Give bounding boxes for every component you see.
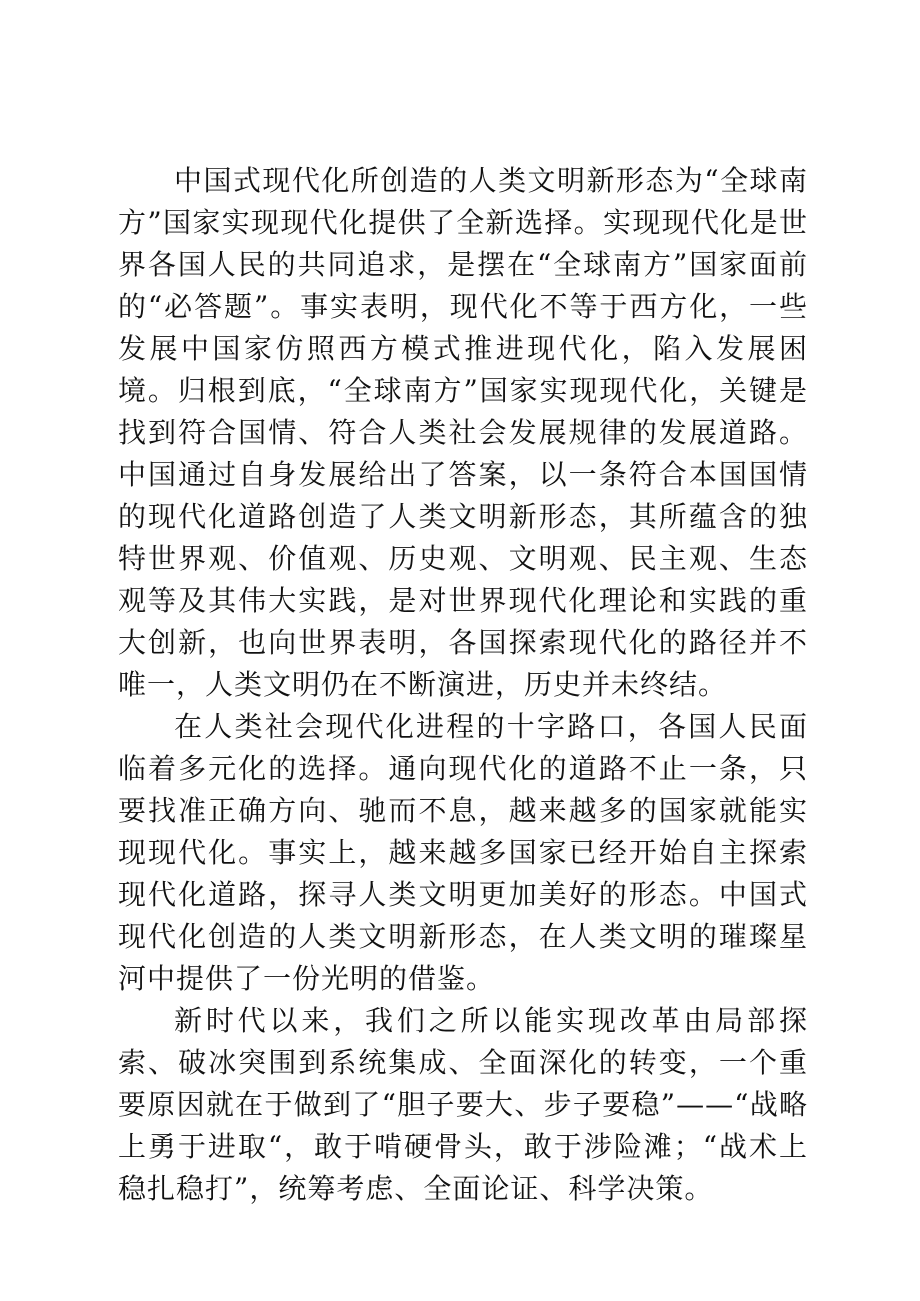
paragraph-2: 在人类社会现代化进程的十字路口，各国人民面临着多元化的选择。通向现代化的道路不止一条，只要找准正确方向、驰而不息，越来越多的国家就能实现现代化。事实上，越来越多国家已经开始自主探索现代化道路，探寻人类文明更加美好的形态。中国式现代化创造的人类文明新形态，在人类文明的璀璨星河中提供了一份光明的借鉴。 <box>118 710 808 995</box>
paragraph-1: 中国式现代化所创造的人类文明新形态为“全球南方”国家实现现代化提供了全新选择。实现现代化是世界各国人民的共同追求，是摆在“全球南方”国家面前的“必答题”。事实表明，现代化不等于西方化，一些发展中国家仿照西方模式推进现代化，陷入发展困境。归根到底，“全球南方”国家实现现代化，关键是找到符合国情、符合人类社会发展规律的发展道路。中国通过自身发展给出了答案，以一条符合本国国情的现代化道路创造了人类文明新形态，其所蕴含的独特世界观、价值观、历史观、文明观、民主观、生态观等及其伟大实践，是对世界现代化理论和实践的重大创新，也向世界表明，各国探索现代化的路径并不唯一，人类文明仍在不断演进，历史并未终结。 <box>118 164 808 701</box>
paragraph-3: 新时代以来，我们之所以能实现改革由局部探索、破冰突围到系统集成、全面深化的转变，一个重要原因就在于做到了“胆子要大、步子要稳”——“战略上勇于进取“，敢于啃硬骨头，敢于涉险滩；“战术上稳扎稳打”，统筹考虑、全面论证、科学决策。 <box>118 1004 808 1205</box>
document-page <box>118 160 808 1210</box>
